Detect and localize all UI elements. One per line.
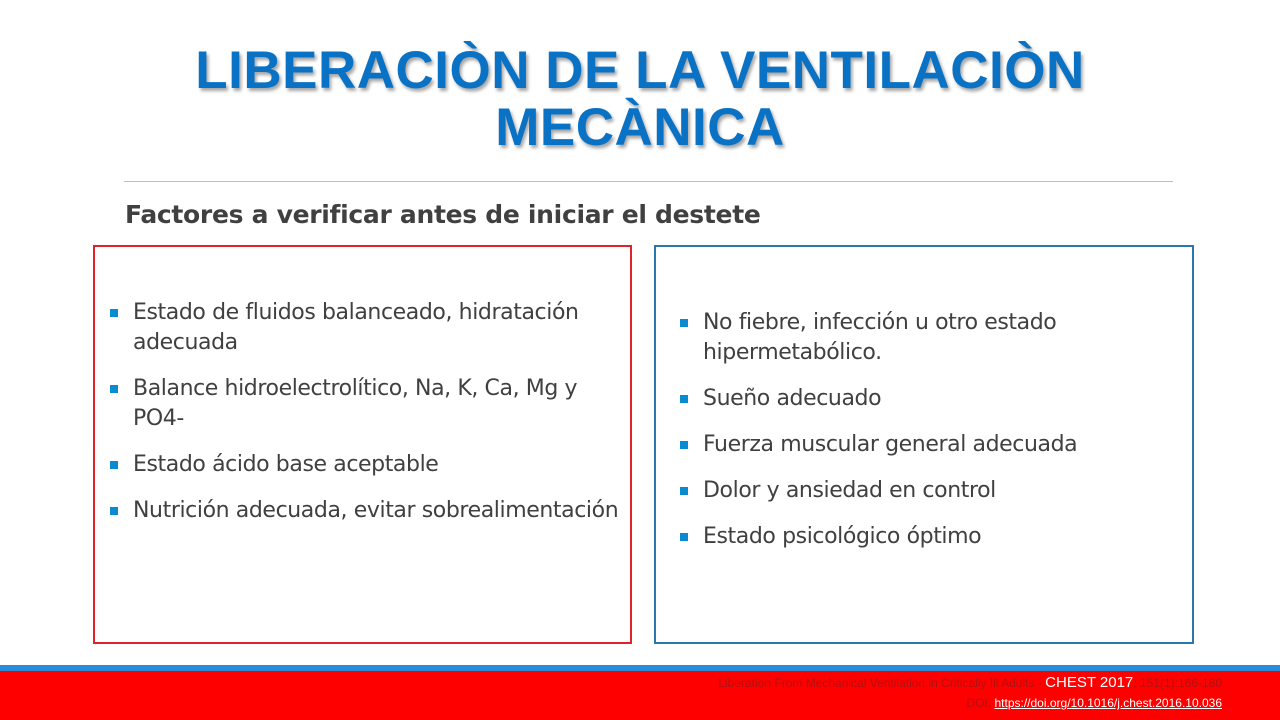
citation-journal: CHEST 2017 [1045, 674, 1134, 691]
square-bullet-icon [680, 395, 688, 403]
list-item-text: Dolor y ansiedad en control [703, 478, 996, 503]
slide-subtitle: Factores a verificar antes de iniciar el destete [125, 200, 761, 229]
list-item-text: Balance hidroelectrolítico, Na, K, Ca, Mg y PO4- [133, 376, 578, 431]
citation-doi [966, 696, 1222, 710]
square-bullet-icon [680, 533, 688, 541]
list-item-text: Estado ácido base aceptable [133, 452, 439, 477]
square-bullet-icon [680, 487, 688, 495]
list-item [108, 298, 623, 358]
slide-title-line1: LIBERACIÒN DE LA VENTILACIÒN [195, 41, 1085, 100]
right-factors-list [678, 308, 1183, 568]
left-factors-box [93, 245, 632, 644]
square-bullet-icon [110, 507, 118, 515]
title-divider [124, 181, 1173, 182]
citation-volume: ; 151(1):166-180 [1133, 676, 1222, 690]
square-bullet-icon [110, 461, 118, 469]
list-item [108, 374, 623, 434]
list-item [108, 496, 623, 526]
square-bullet-icon [680, 319, 688, 327]
square-bullet-icon [680, 441, 688, 449]
list-item [108, 450, 623, 480]
list-item [678, 308, 1183, 368]
doi-link[interactable]: https://doi.org/10.1016/j.chest.2016.10.036 [994, 696, 1222, 710]
list-item-text: Estado psicológico óptimo [703, 524, 982, 549]
citation-reference [718, 674, 1222, 691]
left-factors-list [108, 298, 623, 542]
list-item [678, 476, 1183, 506]
list-item [678, 430, 1183, 460]
right-factors-box [654, 245, 1194, 644]
list-item-text: No fiebre, infección u otro estado hipermetabólico. [703, 310, 1057, 365]
doi-label: DOI: [966, 696, 992, 710]
slide-title-line2: MECÀNICA [495, 98, 785, 157]
list-item-text: Fuerza muscular general adecuada [703, 432, 1078, 457]
list-item-text: Sueño adecuado [703, 386, 882, 411]
square-bullet-icon [110, 309, 118, 317]
list-item-text: Nutrición adecuada, evitar sobrealimentación [133, 498, 619, 523]
square-bullet-icon [110, 385, 118, 393]
slide-title [0, 42, 1280, 156]
citation-title: Liberation From Mechanical Ventilation in Critically Ill Adults - [718, 676, 1042, 690]
list-item [678, 384, 1183, 414]
list-item-text: Estado de fluidos balanceado, hidratación adecuada [133, 300, 579, 355]
list-item [678, 522, 1183, 552]
